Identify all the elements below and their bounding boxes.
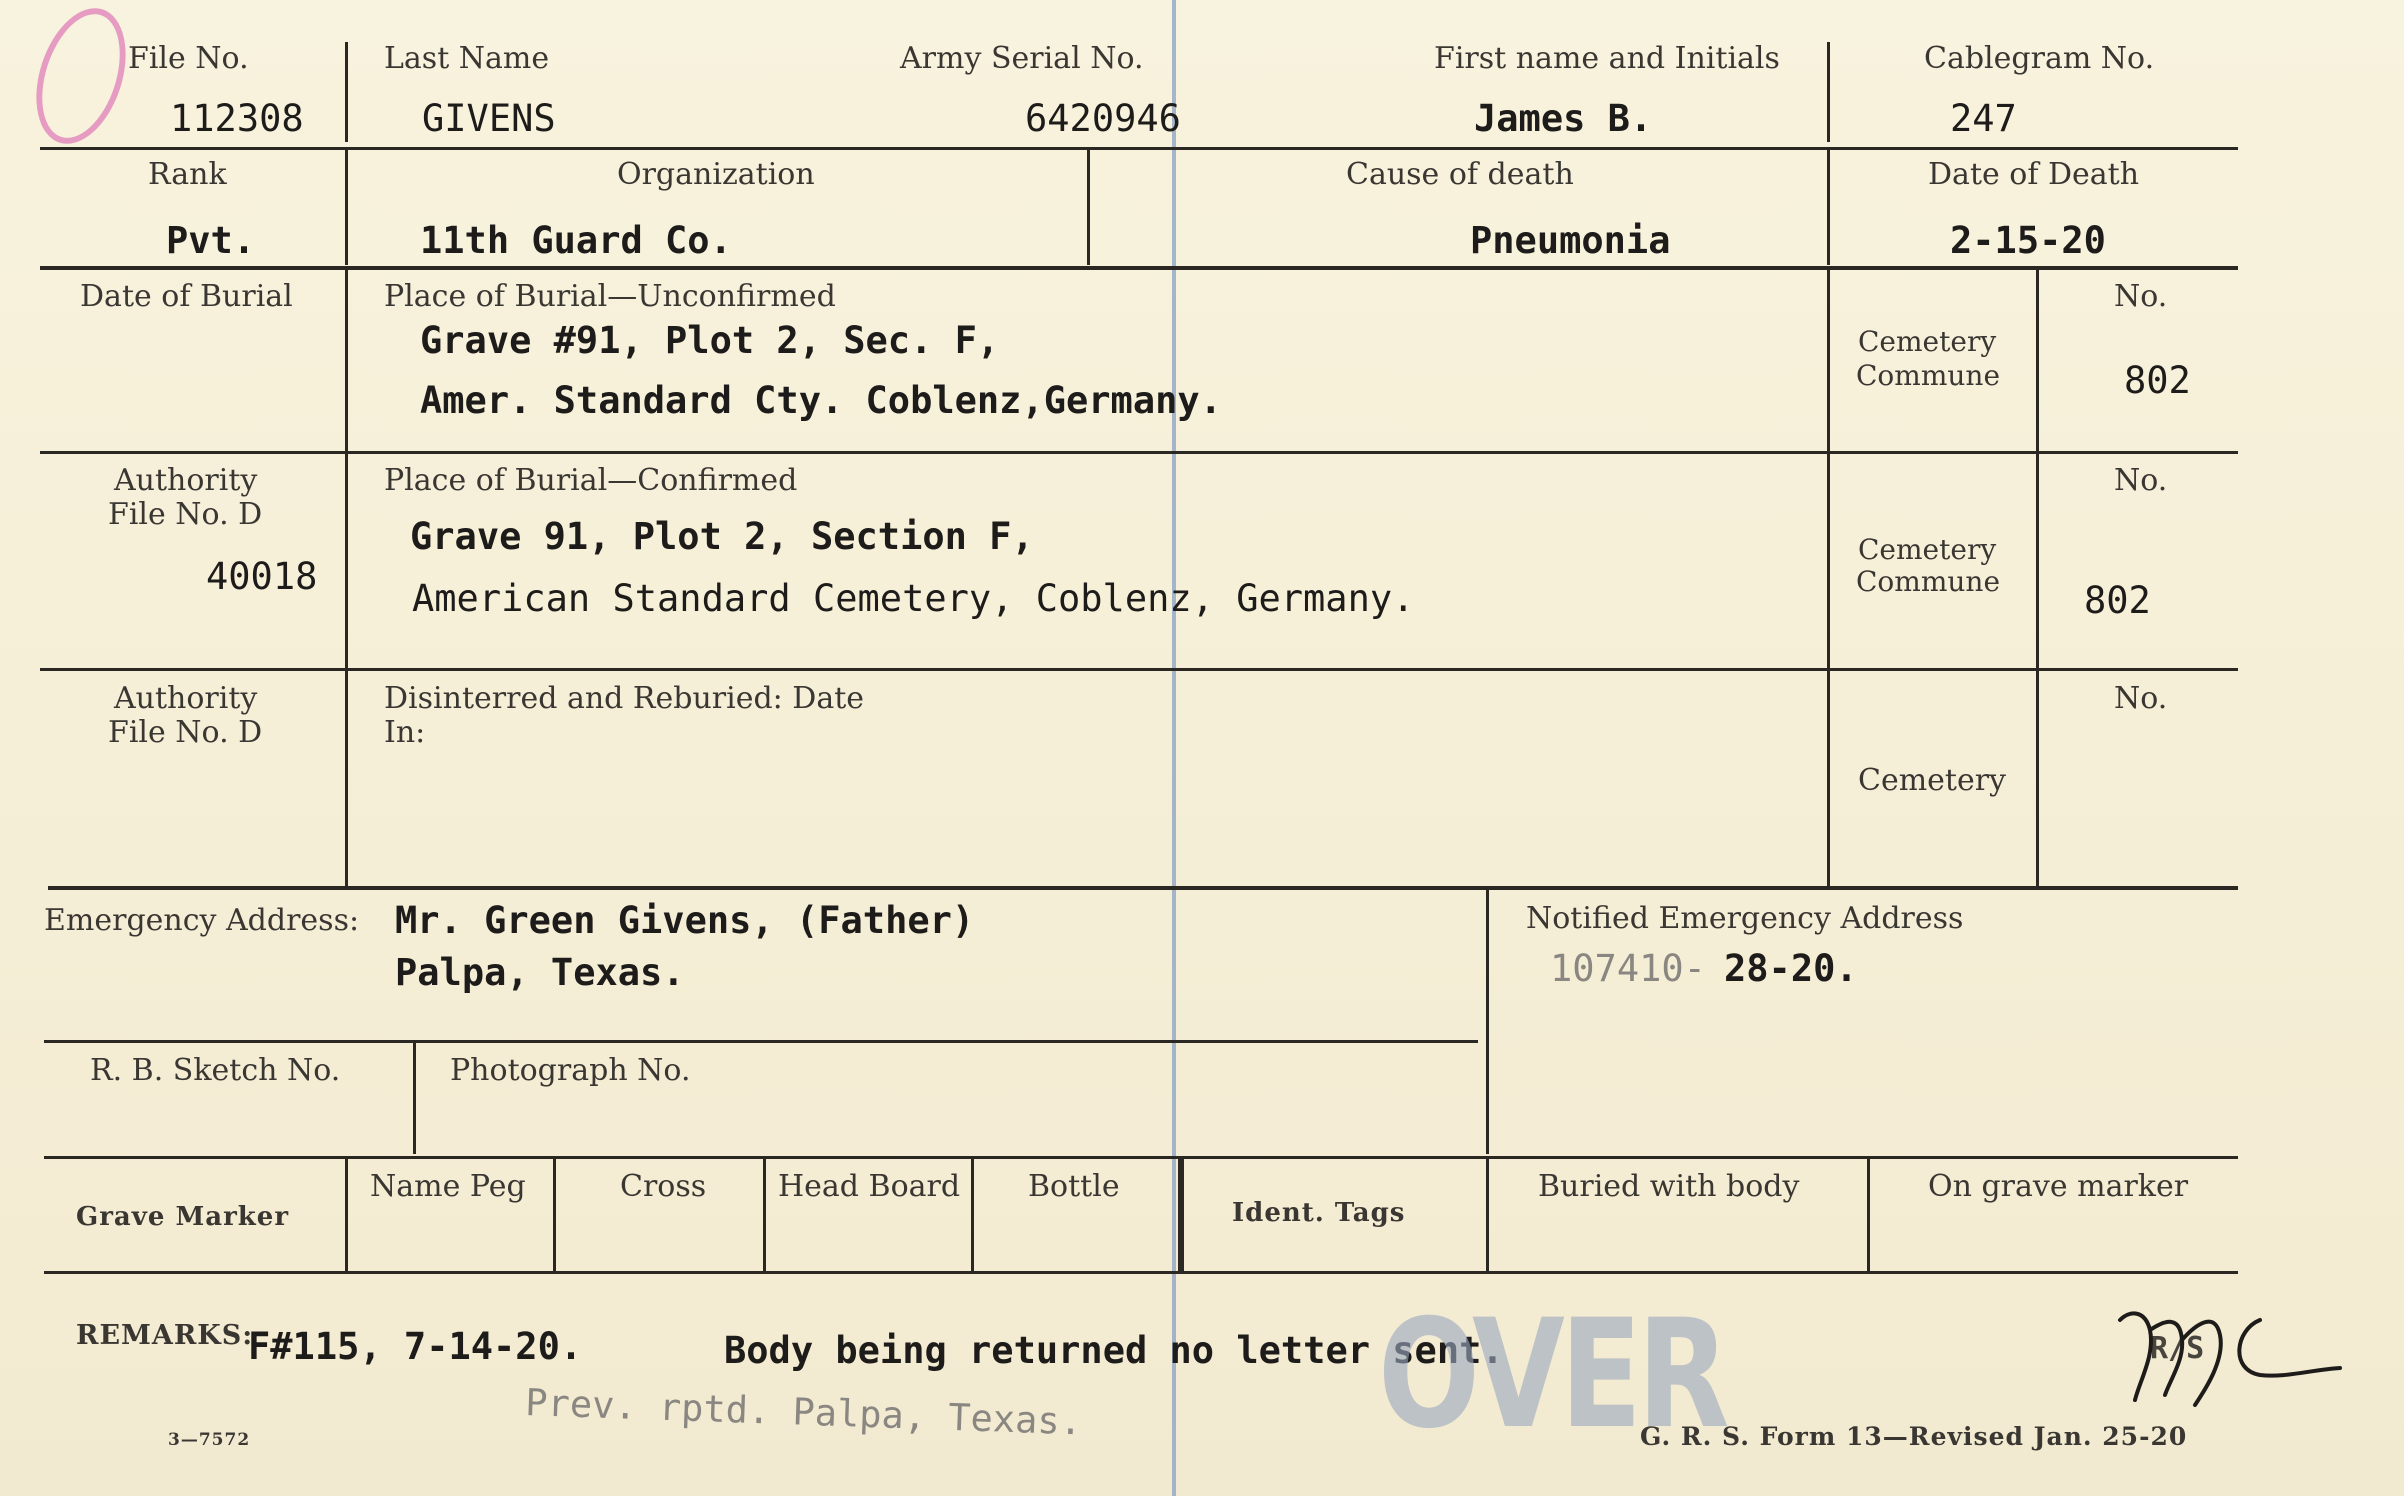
unconfirmed-commune-label: Commune — [1856, 359, 2001, 392]
organization-label: Organization — [617, 157, 815, 192]
cause-of-death-value: Pneumonia — [1470, 219, 1671, 262]
row2-divider-3 — [1827, 150, 1830, 265]
remarks-text-1: F#115, 7-14-20. — [248, 1325, 583, 1368]
emergency-line-1: Mr. Green Givens, (Father) — [395, 899, 975, 942]
row5-divider-1 — [345, 671, 348, 886]
disinterred-label: Disinterred and Reburied: Date — [384, 681, 865, 716]
rule-row2 — [40, 266, 2238, 270]
disinterred-in-label: In: — [384, 715, 426, 750]
disinterred-no-label: No. — [2114, 681, 2168, 716]
unconfirmed-cemetery-label: Cemetery — [1858, 325, 1997, 358]
form-identifier: G. R. S. Form 13—Revised Jan. 25-20 — [1640, 1422, 2188, 1451]
header-divider-1 — [345, 42, 348, 142]
notified-date: 28-20. — [1724, 947, 1858, 990]
emergency-line-2: Palpa, Texas. — [395, 951, 685, 994]
rule-emergency — [44, 1040, 1478, 1043]
notified-stamp-number: 107410- — [1550, 947, 1706, 990]
confirmed-commune-label: Commune — [1856, 565, 2001, 598]
row2-divider-2 — [1087, 150, 1090, 265]
file-no-d-label-1: File No. D — [108, 497, 263, 532]
organization-value: 11th Guard Co. — [420, 219, 732, 262]
disinterred-cemetery-label: Cemetery — [1858, 763, 2007, 798]
row3-divider-3 — [2036, 270, 2039, 452]
cause-of-death-label: Cause of death — [1346, 157, 1574, 192]
head-board-label: Head Board — [778, 1169, 961, 1204]
army-serial-value: 6420946 — [1025, 97, 1181, 140]
first-name-label: First name and Initials — [1434, 41, 1780, 76]
row5-divider-3 — [2036, 671, 2039, 886]
confirmed-line-2: American Standard Cemetery, Coblenz, Germany. — [412, 577, 1415, 620]
rule-marker — [44, 1271, 2238, 1274]
confirmed-no-label: No. — [2114, 463, 2168, 498]
authority-file-no-value: 40018 — [206, 555, 318, 598]
unconfirmed-no-value: 802 — [2124, 359, 2191, 402]
marker-divider-4 — [971, 1159, 974, 1271]
ident-tags-label: Ident. Tags — [1232, 1198, 1406, 1228]
marker-divider-7 — [1867, 1159, 1870, 1271]
bottle-label: Bottle — [1028, 1169, 1120, 1204]
file-no-d-label-2: File No. D — [108, 715, 263, 750]
sketch-divider — [413, 1042, 416, 1154]
rule-sketch — [44, 1156, 2238, 1159]
unconfirmed-line-1: Grave #91, Plot 2, Sec. F, — [420, 319, 1000, 362]
marker-divider-3 — [763, 1159, 766, 1271]
rb-sketch-label: R. B. Sketch No. — [90, 1053, 341, 1088]
previous-report-note: Prev. rptd. Palpa, Texas. — [524, 1381, 1083, 1444]
grave-marker-label: Grave Marker — [76, 1202, 290, 1232]
notified-address-label: Notified Emergency Address — [1526, 901, 1964, 936]
file-no-value: 112308 — [170, 97, 304, 140]
notified-divider — [1486, 890, 1489, 1154]
place-unconfirmed-label: Place of Burial—Unconfirmed — [384, 279, 836, 314]
place-confirmed-label: Place of Burial—Confirmed — [384, 463, 798, 498]
confirmed-line-1: Grave 91, Plot 2, Section F, — [410, 515, 1034, 558]
initials-typed: R/S — [2150, 1331, 2205, 1366]
photograph-label: Photograph No. — [450, 1053, 691, 1088]
marker-divider-1 — [345, 1159, 348, 1271]
form-print-number: 3—7572 — [168, 1430, 251, 1450]
emergency-address-label: Emergency Address: — [44, 903, 360, 938]
row4-divider-2 — [1827, 454, 1830, 668]
last-name-value: GIVENS — [422, 97, 556, 140]
authority-label-1: Authority — [114, 463, 258, 498]
row3-divider-2 — [1827, 270, 1830, 452]
row2-divider-1 — [345, 150, 348, 265]
file-no-label: File No. — [128, 41, 249, 76]
row5-divider-2 — [1827, 671, 1830, 886]
remarks-text-2: Body being returned no letter sent. — [724, 1329, 1504, 1372]
row3-divider-1 — [345, 270, 348, 452]
confirmed-cemetery-label: Cemetery — [1858, 533, 1997, 566]
date-of-death-label: Date of Death — [1928, 157, 2140, 192]
cablegram-label: Cablegram No. — [1924, 41, 2155, 76]
pink-zero-mark — [20, 0, 141, 155]
rank-value: Pvt. — [166, 219, 256, 262]
row4-divider-3 — [2036, 454, 2039, 668]
buried-with-body-label: Buried with body — [1538, 1169, 1800, 1204]
cross-label: Cross — [620, 1169, 707, 1204]
name-peg-label: Name Peg — [370, 1169, 526, 1204]
last-name-label: Last Name — [384, 41, 550, 76]
row4-divider-1 — [345, 454, 348, 668]
rule-row3 — [40, 451, 2238, 454]
header-divider-2 — [1827, 42, 1830, 142]
handwritten-initials — [2110, 1300, 2350, 1410]
authority-label-2: Authority — [114, 681, 258, 716]
rule-row5 — [48, 886, 2238, 890]
confirmed-no-value: 802 — [2084, 579, 2151, 622]
rank-label: Rank — [148, 157, 227, 192]
rule-row4 — [40, 668, 2238, 671]
marker-divider-2 — [553, 1159, 556, 1271]
cablegram-value: 247 — [1950, 97, 2017, 140]
date-of-burial-label: Date of Burial — [80, 279, 293, 314]
remarks-label: REMARKS: — [76, 1320, 254, 1351]
first-name-value: James B. — [1474, 97, 1653, 140]
over-stamp: OVER — [1378, 1288, 1725, 1462]
rule-header — [40, 147, 2238, 150]
date-of-death-value: 2-15-20 — [1950, 219, 2106, 262]
army-serial-label: Army Serial No. — [900, 41, 1144, 76]
marker-divider-5 — [1178, 1159, 1184, 1271]
on-grave-marker-label: On grave marker — [1928, 1169, 2189, 1204]
marker-divider-6 — [1486, 1159, 1489, 1271]
unconfirmed-line-2: Amer. Standard Cty. Coblenz,Germany. — [420, 379, 1222, 422]
unconfirmed-no-label: No. — [2114, 279, 2168, 314]
